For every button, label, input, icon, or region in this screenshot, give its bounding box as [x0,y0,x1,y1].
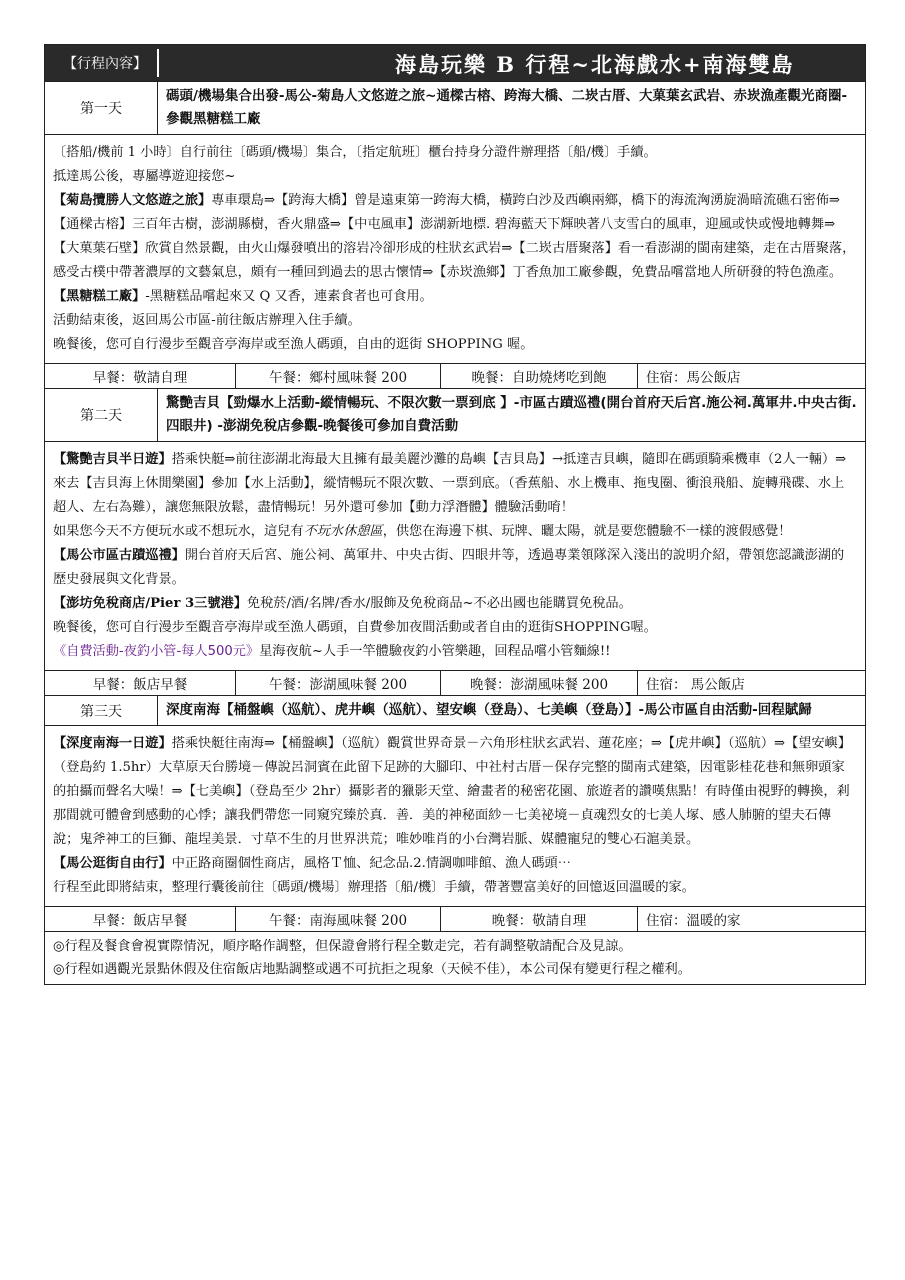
paragraph-text: 如果您今天不方便玩水或不想玩水，這兒有 [53,524,304,539]
highlight-title: 【黑糖糕工廠】 [53,289,146,304]
lodging-cell: 住宿：溫暖的家 [646,913,741,929]
highlight-title: 【深度南海一日遊】 [53,736,172,751]
day1-paragraph: 〔搭船/機前 1 小時〕自行前往〔碼頭/機場〕集合，〔指定航班〕櫃台持身分證件辦理搭〔船/機〕手續。 [53,145,657,160]
paragraph-text: 專車環島⇒【跨海大橋】曾是遠東第一跨海大橋，橫跨白沙及西嶼兩鄉，橋下的海流洶湧旋渦暗流礁石密佈⇒【通樑古榕】三百年古樹，澎湖縣樹，香火鼎盛⇒【中屯風車】澎湖新地標. 碧海藍天下輝映著八支雪白的風車，迎風或快或慢地轉舞⇒【大菓葉石壁】欣賞自然景觀，由火山爆發噴出的溶岩冷卻形成的柱狀玄武岩⇒【二崁古厝聚落】看一看澎湖的閩南建築，走在古厝聚落，感受古樸中帶著濃厚的文藝氣息，頗有一種回到過去的思古懷情⇒【赤崁漁鄉】丁香魚加工廠參觀，免費品嚐當地人所研發的特色漁產。 [53,193,856,280]
day3-details [45,725,865,906]
day1-row [45,81,865,134]
day2-paragraph [53,640,857,664]
highlight-title: 【澎坊免稅商店/Pier 3三號港】 [53,596,247,611]
section-label: 【行程內容】 [53,49,159,77]
day2-summary: 驚艷吉貝【勁爆水上活動-縱情暢玩、不限次數一票到底 】-市區古蹟巡禮(開台首府天后宮.施公祠.萬軍井.中央古街.四眼井) -澎湖免稅店參觀-晚餐後可參加自費活動 [166,395,857,434]
itinerary-notes [45,931,865,984]
day1-summary: 碼頭/機場集合出發-馬公-菊島人文悠遊之旅~通樑古榕、跨海大橋、二崁古厝、大菓葉玄武岩、赤崁漁產觀光商圈-參觀黑糖糕工廠 [166,88,848,127]
day2-meals [45,670,865,695]
itinerary-sheet [44,44,866,985]
day1-paragraph [53,285,857,309]
itinerary-header [45,45,865,81]
day2-paragraph [53,448,857,520]
day1-paragraph: 活動結束後，返回馬公市區-前往飯店辦理入住手續。 [53,313,361,328]
highlight-title: 【馬公市區古蹟巡禮】 [53,548,185,563]
lunch-cell: 午餐：澎湖風味餐 200 [236,671,441,695]
day2-row [45,388,865,441]
paragraph-text: 搭乘快艇往南海⇒【桶盤嶼】（巡航）觀賞世界奇景－六角形柱狀玄武岩、蓮花座；⇒【虎井嶼】（巡航）⇒【望安嶼】（登島約 1.5hr）大草原天台勝境－傳說呂洞賓在此留下足跡的大腳印、中社村古厝－保存完整的閩南式建築，因電影桂花巷和無卵頭家的拍攝而聲名大噪！⇒【七美嶼】（登島至少 2hr）攝影者的獵影天堂、繪畫者的秘密花園、旅遊者的讚嘆焦點！有時僅由視野的轉換，剎那間就可體會到感動的心悸；讓我們帶您一同窺究臻於真．善．美的神秘面紗－七美祕境－貞魂烈女的七美人塚、感人肺腑的望夫石傳說；鬼斧神工的巨獅、龍埕美景．寸草不生的月世界洪荒；唯妙唯肖的小台灣岩脈、媒體寵兒的雙心石滬美景。 [53,736,852,847]
rest-area-text: 不玩水休憩區 [303,524,383,539]
day2-paragraph [53,520,857,544]
paragraph-text: 開台首府天后宮、施公祠、萬軍井、中央古街、四眼井等，透過專業領隊深入淺出的說明介紹，帶領您認識澎湖的歷史發展與文化背景。 [53,548,845,587]
paragraph-text: ，供您在海邊下棋、玩牌、曬太陽，就是要您體驗不一樣的渡假感覺！ [382,524,792,539]
breakfast-cell: 早餐：飯店早餐 [45,907,236,931]
paragraph-text: -黑糖糕品嚐起來又 Q 又香，連素食者也可食用。 [145,289,433,304]
day1-paragraph [53,189,857,285]
dinner-cell: 晚餐：自助燒烤吃到飽 [441,364,638,388]
paragraph-text: 星海夜航~人手一竿體驗夜釣小管樂趣，回程品嚐小管麵線!! [259,644,611,659]
breakfast-cell: 早餐：敬請自理 [45,364,236,388]
optional-activity-title: 《自費活動-夜釣小管-每人500元》 [53,644,260,659]
day2-paragraph [53,544,857,592]
highlight-title: 【菊島攬勝人文悠遊之旅】 [53,193,212,208]
day2-details [45,441,865,670]
highlight-title: 【驚艷吉貝半日遊】 [53,452,172,467]
paragraph-text: 中正路商圈個性商店，風格Ｔ恤、紀念品.2.情調咖啡館、漁人碼頭⋯ [171,856,571,871]
day3-paragraph [53,852,857,876]
day3-meals [45,906,865,931]
day1-label: 第一天 [45,82,158,134]
day2-paragraph: 晚餐後，您可自行漫步至觀音亭海岸或至漁人碼頭，自費參加夜間活動或者自由的逛街SHOPPING喔。 [53,620,657,635]
day2-paragraph [53,592,857,616]
note-line: ◎行程如遇觀光景點休假及住宿飯店地點調整或遇不可抗拒之現象（天候不佳），本公司保有變更行程之權利。 [53,962,691,977]
day3-paragraph: 行程至此即將結束，整理行囊後前往〔碼頭/機場〕辦理搭〔船/機〕手續，帶著豐富美好的回憶返回溫暖的家。 [53,880,695,895]
highlight-title: 【馬公逛街自由行】 [53,856,172,871]
day3-row [45,695,865,725]
lunch-cell: 午餐：南海風味餐 200 [236,907,441,931]
day1-paragraph: 晚餐後，您可自行漫步至觀音亭海岸或至漁人碼頭，自由的逛街 SHOPPING 喔。 [53,337,534,352]
day3-summary: 深度南海【桶盤嶼（巡航）、虎井嶼（巡航）、望安嶼（登島）、七美嶼（登島）】-馬公市區自由活動-回程賦歸 [166,702,812,718]
paragraph-text: 免稅菸/酒/名牌/香水/服飾及免稅商品~不必出國也能購買免稅品。 [246,596,632,611]
day1-details [45,134,865,363]
lunch-cell: 午餐：鄉村風味餐 200 [236,364,441,388]
dinner-cell: 晚餐：敬請自理 [441,907,638,931]
breakfast-cell: 早餐：飯店早餐 [45,671,236,695]
dinner-cell: 晚餐：澎湖風味餐 200 [441,671,638,695]
page-title: 海島玩樂 B 行程~北海戲水+南海雙島 [395,52,795,77]
day1-meals [45,363,865,388]
day3-paragraph [53,732,857,852]
day2-label: 第二天 [45,389,158,441]
note-line: ◎行程及餐食會視實際情況，順序略作調整，但保證會將行程全數走完，若有調整敬請配合及見諒。 [53,939,632,954]
paragraph-text: 搭乘快艇⇒前往澎湖北海最大且擁有最美麗沙灘的島嶼【吉貝島】→抵達吉貝嶼，隨即在碼頭騎乘機車（2人一輛）⇒來去【吉貝海上休閒樂園】參加【水上活動】，縱情暢玩不限次數、一票到底。（香蕉船、水上機車、拖曳圈、衝浪飛船、旋轉飛碟、水上超人、左右為難），讓您無限放鬆，盡情暢玩！另外還可參加【動力浮潛體】體驗活動唷！ [53,452,847,515]
lodging-cell: 住宿： 馬公飯店 [646,677,745,693]
day1-paragraph: 抵達馬公後，專屬導遊迎接您~ [53,169,236,184]
day3-label: 第三天 [45,696,158,725]
lodging-cell: 住宿：馬公飯店 [646,370,741,386]
